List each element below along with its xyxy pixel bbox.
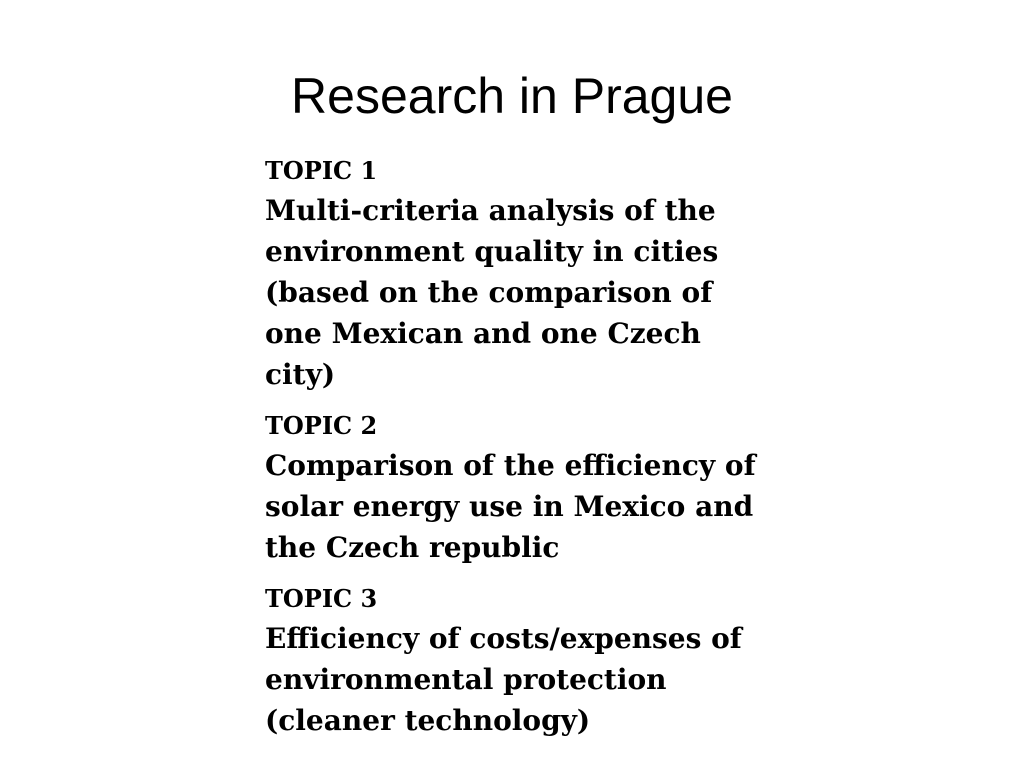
topic-2: [265, 407, 765, 568]
topic-3-text: Efficiency of costs/expenses of environmental protection (cleaner technology): [265, 622, 742, 737]
topic-3: [265, 580, 765, 741]
topic-list: [265, 152, 765, 741]
topic-2-label: TOPIC 2: [265, 411, 378, 440]
topic-1-text: Multi-criteria analysis of the environment quality in cities (based on the comparison of one Mexican and one Czech city): [265, 194, 719, 391]
topic-2-text: Comparison of the efficiency of solar energy use in Mexico and the Czech republic: [265, 449, 756, 564]
topic-1-label: TOPIC 1: [265, 156, 378, 185]
topic-1: [265, 152, 765, 395]
slide-title: Research in Prague: [291, 68, 733, 124]
topic-3-label: TOPIC 3: [265, 584, 378, 613]
